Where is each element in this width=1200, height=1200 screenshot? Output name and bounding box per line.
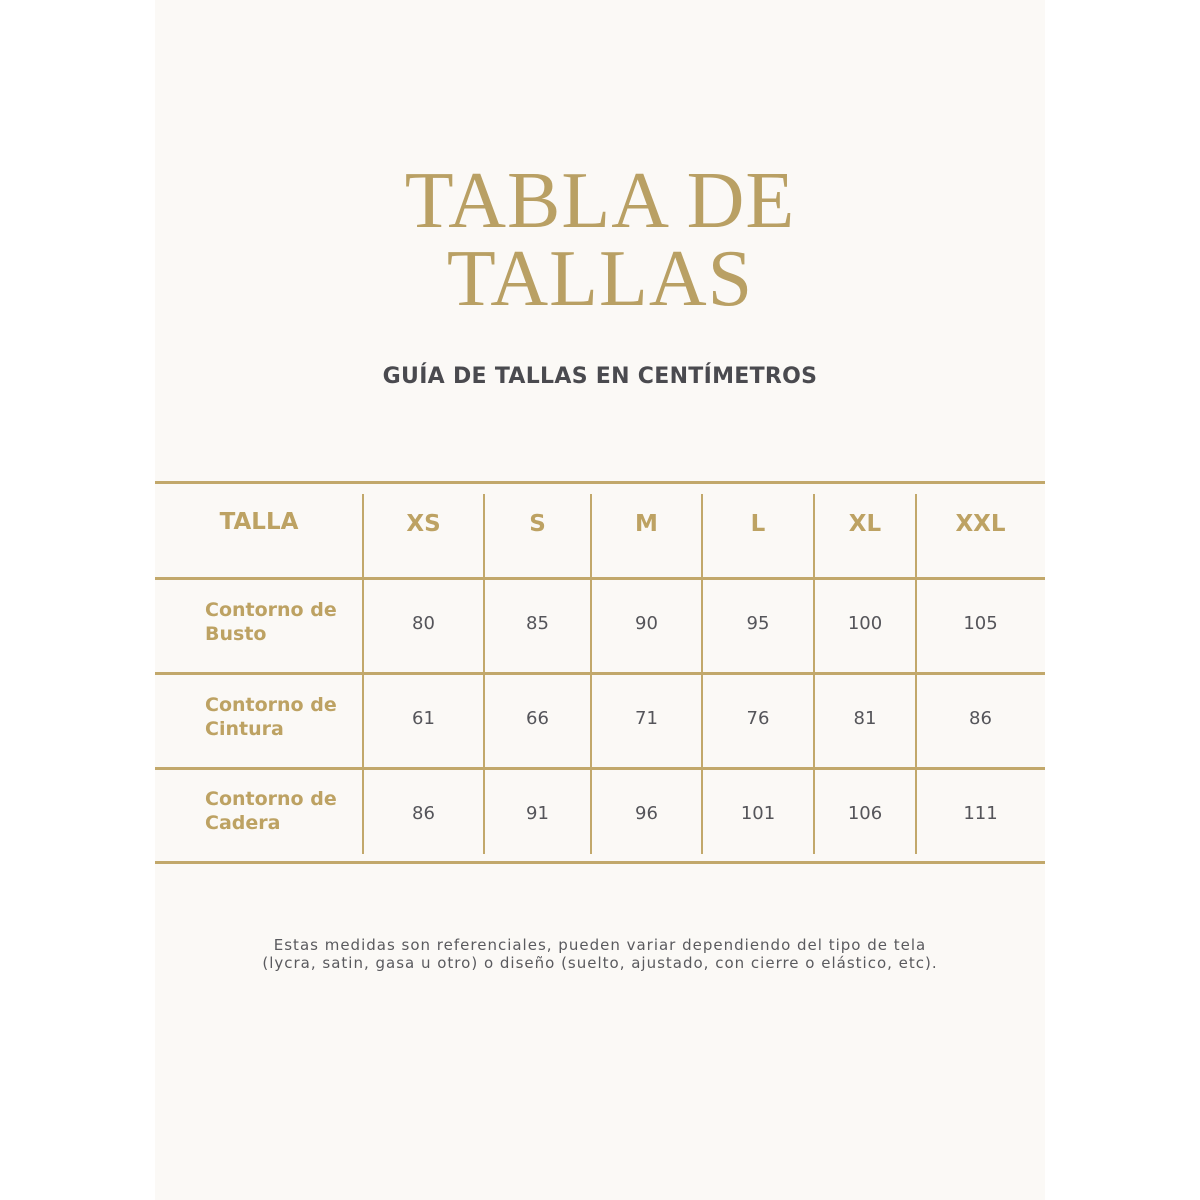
title-line-2: TALLAS (446, 235, 754, 323)
table-rule (155, 861, 1045, 864)
table-cell-value: 80 (412, 613, 435, 634)
table-cell-value: 90 (635, 613, 658, 634)
table-cell-value: 61 (412, 708, 435, 729)
table-cell-value: 86 (412, 802, 435, 824)
table-cell-value: 66 (526, 708, 549, 729)
table-cell-value: 81 (853, 708, 877, 729)
header-size-xxl: XXL (955, 511, 1006, 537)
title-line-1: TABLA DE (404, 157, 796, 245)
page-title (155, 157, 1045, 323)
size-chart-page (155, 0, 1045, 1200)
table-cell-value: 85 (526, 613, 549, 634)
table-cell-value: 86 (969, 708, 992, 729)
page-subtitle: GUÍA DE TALLAS EN CENTÍMETROS (382, 364, 818, 389)
header-size-s: S (529, 511, 546, 537)
header-size-xs: XS (406, 511, 441, 537)
table-cell-value: 106 (847, 802, 883, 824)
table-cell-value: 71 (635, 708, 658, 729)
row-label: Contorno de Cadera (205, 788, 337, 834)
disclaimer-line-1: Estas medidas son referenciales, pueden variar dependiendo del tipo de tela (273, 936, 927, 954)
disclaimer-line-2: (lycra, satin, gasa u otro) o diseño (suelto, ajustado, con cierre o elástico, etc). (262, 954, 938, 972)
header-size-l: L (750, 511, 766, 537)
header-size-xl: XL (848, 511, 882, 537)
header-size-m: M (635, 511, 658, 537)
table-cell-value: 95 (746, 613, 770, 634)
row-label: Contorno de Busto (205, 598, 337, 645)
table-cell-value: 101 (740, 802, 776, 824)
disclaimer-note (155, 936, 1045, 972)
table-cell-value: 105 (963, 613, 998, 634)
table-cell-value: 91 (526, 802, 549, 824)
table-cell-value: 96 (635, 802, 658, 824)
table-cell-value: 111 (963, 802, 998, 824)
table-cell-value: 100 (847, 613, 883, 634)
row-label: Contorno de Cintura (205, 693, 337, 740)
header-talla: TALLA (219, 509, 299, 535)
table-cell-value: 76 (746, 708, 770, 729)
